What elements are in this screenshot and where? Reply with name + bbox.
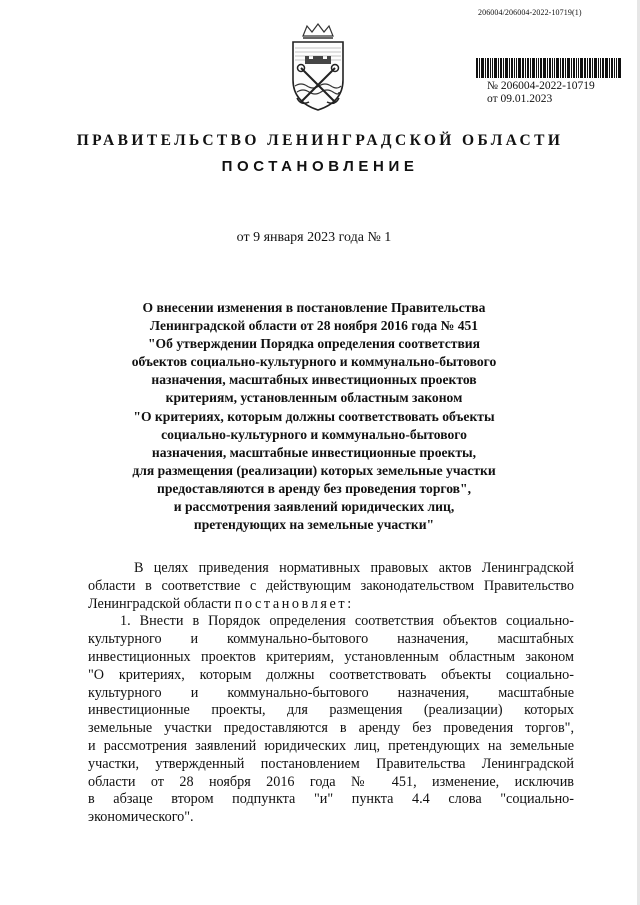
intro-last: Ленинградской области bbox=[88, 595, 232, 612]
subject-line: претендующих на земельные участки" bbox=[193, 517, 435, 533]
subject-line: назначения, масштабные инвестиционные проекты, bbox=[151, 444, 477, 460]
body-line: и рассмотрения заявлений юридических лиц, претендующих на земельные bbox=[88, 737, 574, 754]
subject-line: О внесении изменения в постановление Правительства bbox=[142, 300, 486, 315]
body-line: земельные участки предоставляются в аренду без проведения торгов", bbox=[88, 720, 574, 737]
subject-line: предоставляются в аренду без проведения торгов", bbox=[157, 480, 471, 496]
decree-verb: постановляет: bbox=[234, 595, 354, 612]
body-line: В целях приведения нормативных правовых актов Ленинградской bbox=[134, 560, 574, 576]
body-line: инвестиционных проектов критериям, установленным областным законом bbox=[88, 648, 574, 665]
subject-line: и рассмотрения заявлений юридических лиц, bbox=[173, 499, 455, 515]
body-line: "О критериях, которым должны соответствовать объекты социально- bbox=[88, 666, 574, 683]
decree-subject bbox=[100, 299, 528, 534]
reference-number: 206004/206004-2022-10719(1) bbox=[478, 8, 582, 17]
registration-number: № 206004-2022-10719 bbox=[487, 80, 595, 92]
subject-line: социально-культурного и коммунально-бытового bbox=[161, 426, 467, 442]
decree-date-number: от 9 января 2023 года № 1 bbox=[236, 230, 392, 245]
body-line: области в соответствие с действующим законодательством Правительство bbox=[88, 577, 574, 594]
coat-of-arms-emblem bbox=[283, 22, 353, 114]
body-line: 1. Внести в Порядок определения соответствия объектов социально- bbox=[120, 613, 574, 630]
body-line: культурного и коммунально-бытового назначения, масштабных bbox=[88, 631, 574, 648]
decree-body bbox=[88, 560, 574, 827]
subject-line: для размещения (реализации) которых земельные участки bbox=[132, 462, 496, 478]
document-type: ПОСТАНОВЛЕНИЕ bbox=[221, 158, 419, 175]
subject-line: "О критериях, которым должны соответствовать объекты bbox=[133, 408, 495, 424]
subject-line: назначения, масштабных инвестиционных проектов bbox=[151, 372, 477, 388]
registration-date: от 09.01.2023 bbox=[487, 93, 553, 105]
body-line: инвестиционные проекты, для размещения (реализации) которых bbox=[88, 702, 574, 719]
subject-line: критериям, установленным областным законом bbox=[165, 390, 463, 406]
body-line bbox=[88, 596, 574, 614]
body-line: культурного и коммунально-бытового назначения, масштабные bbox=[88, 684, 574, 701]
subject-line: "Об утверждении Порядка определения соответствия bbox=[148, 336, 480, 352]
body-line: в абзаце втором подпункта "и" пункта 4.4 слова "социально- bbox=[88, 791, 574, 808]
body-line: области от 28 ноября 2016 года № 451, изменение, исключив bbox=[88, 773, 574, 790]
government-title: ПРАВИТЕЛЬСТВО ЛЕНИНГРАДСКОЙ ОБЛАСТИ bbox=[76, 132, 564, 149]
subject-line: Ленинградской области от 28 ноября 2016 года № 451 bbox=[149, 318, 479, 334]
body-line: экономического". bbox=[88, 809, 194, 826]
subject-line: объектов социально-культурного и коммунально-бытового bbox=[131, 354, 497, 370]
registration-block bbox=[487, 80, 595, 106]
body-line: участки, утвержденный постановлением Правительства Ленинградской bbox=[88, 755, 574, 772]
